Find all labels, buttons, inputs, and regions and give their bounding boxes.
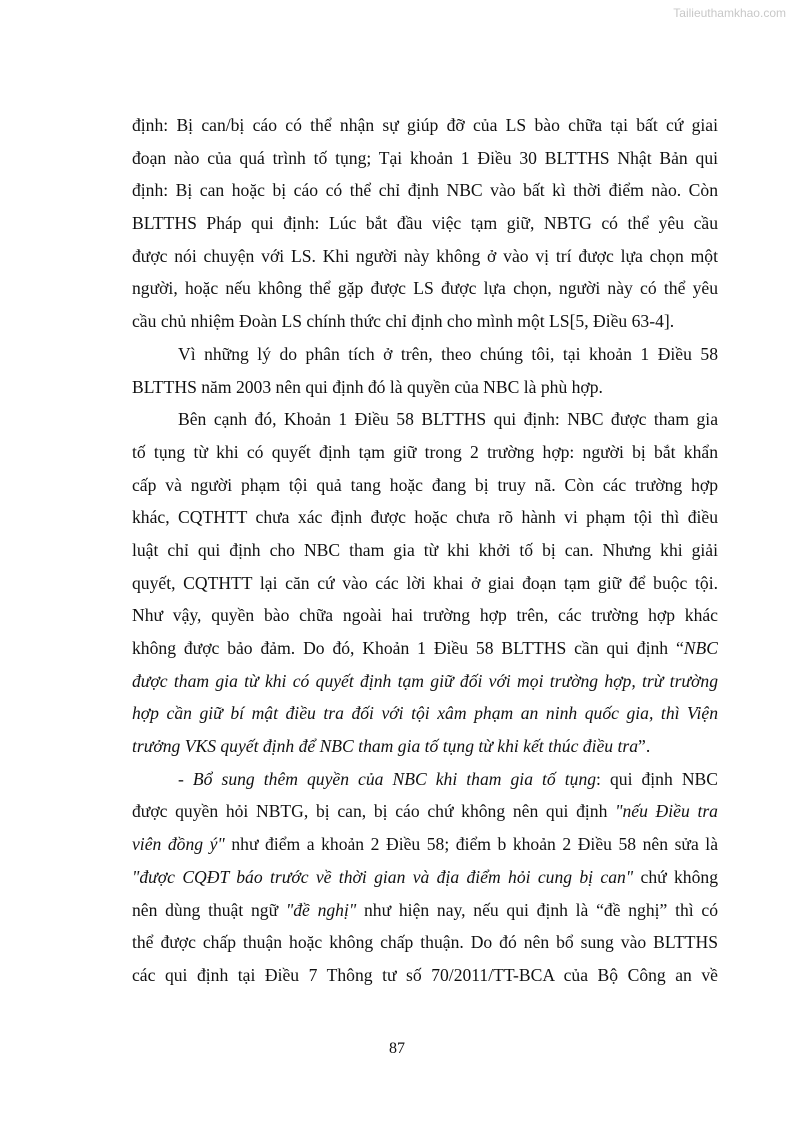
text-line: cầu chủ nhiệm Đoàn LS chính thức chỉ định cho mình một LS[5, Điều 63-4]. [132, 311, 675, 332]
text-line: Bên cạnh đó, Khoản 1 Điều 58 BLTTHS qui định: NBC được tham gia [178, 409, 718, 430]
text-line: thể được chấp thuận hoặc không chấp thuận. Do đó nên bổ sung vào BLTTHS [132, 932, 718, 953]
text-line: các qui định tại Điều 7 Thông tư số 70/2011/TT-BCA của Bộ Công an về [132, 964, 718, 985]
text-line: trưởng VKS quyết định để NBC tham gia tố tụng từ khi kết thúc điều tra”. [132, 736, 651, 757]
text-line: quyết, CQTHTT lại căn cứ vào các lời khai ở giai đoạn tạm giữ để buộc tội. [132, 572, 718, 593]
text-line: "được CQĐT báo trước về thời gian và địa điểm hỏi cung bị can" chứ không [132, 866, 718, 887]
text-line: đoạn nào của quá trình tố tụng; Tại khoản 1 Điều 30 BLTTHS Nhật Bản qui [132, 147, 718, 168]
text-line: BLTTHS năm 2003 nên qui định đó là quyền của NBC là phù hợp. [132, 376, 603, 397]
text-line: khác, CQTHTT chưa xác định được hoặc chưa rõ hành vi phạm tội thì điều [132, 507, 718, 528]
document-body [132, 109, 718, 992]
text-line: hợp cần giữ bí mật điều tra đối với tội xâm phạm an ninh quốc gia, thì Viện [132, 703, 718, 724]
text-line: được nói chuyện với LS. Khi người này không ở vào vị trí được lựa chọn một [132, 245, 718, 266]
text-line: luật chỉ qui định cho NBC tham gia từ khi khởi tố bị can. Nhưng khi giải [132, 539, 718, 560]
text-line: người, hoặc nếu không thể gặp được LS được lựa chọn, người này có thể yêu [132, 278, 718, 299]
text-line: định: Bị can hoặc bị cáo có thể chỉ định NBC vào bất kì thời điểm nào. Còn [132, 180, 718, 201]
text-line: BLTTHS Pháp qui định: Lúc bắt đầu việc tạm giữ, NBTG có thể yêu cầu [132, 213, 718, 234]
text-line: - Bổ sung thêm quyền của NBC khi tham gia tố tụng: qui định NBC [178, 768, 718, 789]
text-line: nên dùng thuật ngữ "đề nghị" như hiện nay, nếu qui định là “đề nghị” thì có [132, 899, 718, 920]
watermark: Tailieuthamkhao.com [673, 6, 786, 20]
text-line: Vì những lý do phân tích ở trên, theo chúng tôi, tại khoản 1 Điều 58 [178, 343, 718, 364]
text-line: định: Bị can/bị cáo có thể nhận sự giúp đỡ của LS bào chữa tại bất cứ giai [132, 115, 718, 135]
text-line: được tham gia từ khi có quyết định tạm giữ đối với mọi trường hợp, trừ trường [132, 670, 718, 691]
text-line: không được bảo đảm. Do đó, Khoản 1 Điều 58 BLTTHS cần qui định “NBC [132, 638, 718, 658]
text-line: cấp và người phạm tội quả tang hoặc đang bị truy nã. Còn các trường hợp [132, 474, 718, 495]
text-line: được quyền hỏi NBTG, bị can, bị cáo chứ không nên qui định "nếu Điều tra [132, 801, 718, 822]
page-number: 87 [389, 1040, 405, 1057]
text-line: tố tụng từ khi có quyết định tạm giữ trong 2 trường hợp: người bị bắt khẩn [132, 441, 718, 462]
text-line: Như vậy, quyền bào chữa ngoài hai trường hợp trên, các trường hợp khác [132, 605, 718, 626]
text-line: viên đồng ý" như điểm a khoản 2 Điều 58; điểm b khoản 2 Điều 58 nên sửa là [132, 834, 718, 855]
